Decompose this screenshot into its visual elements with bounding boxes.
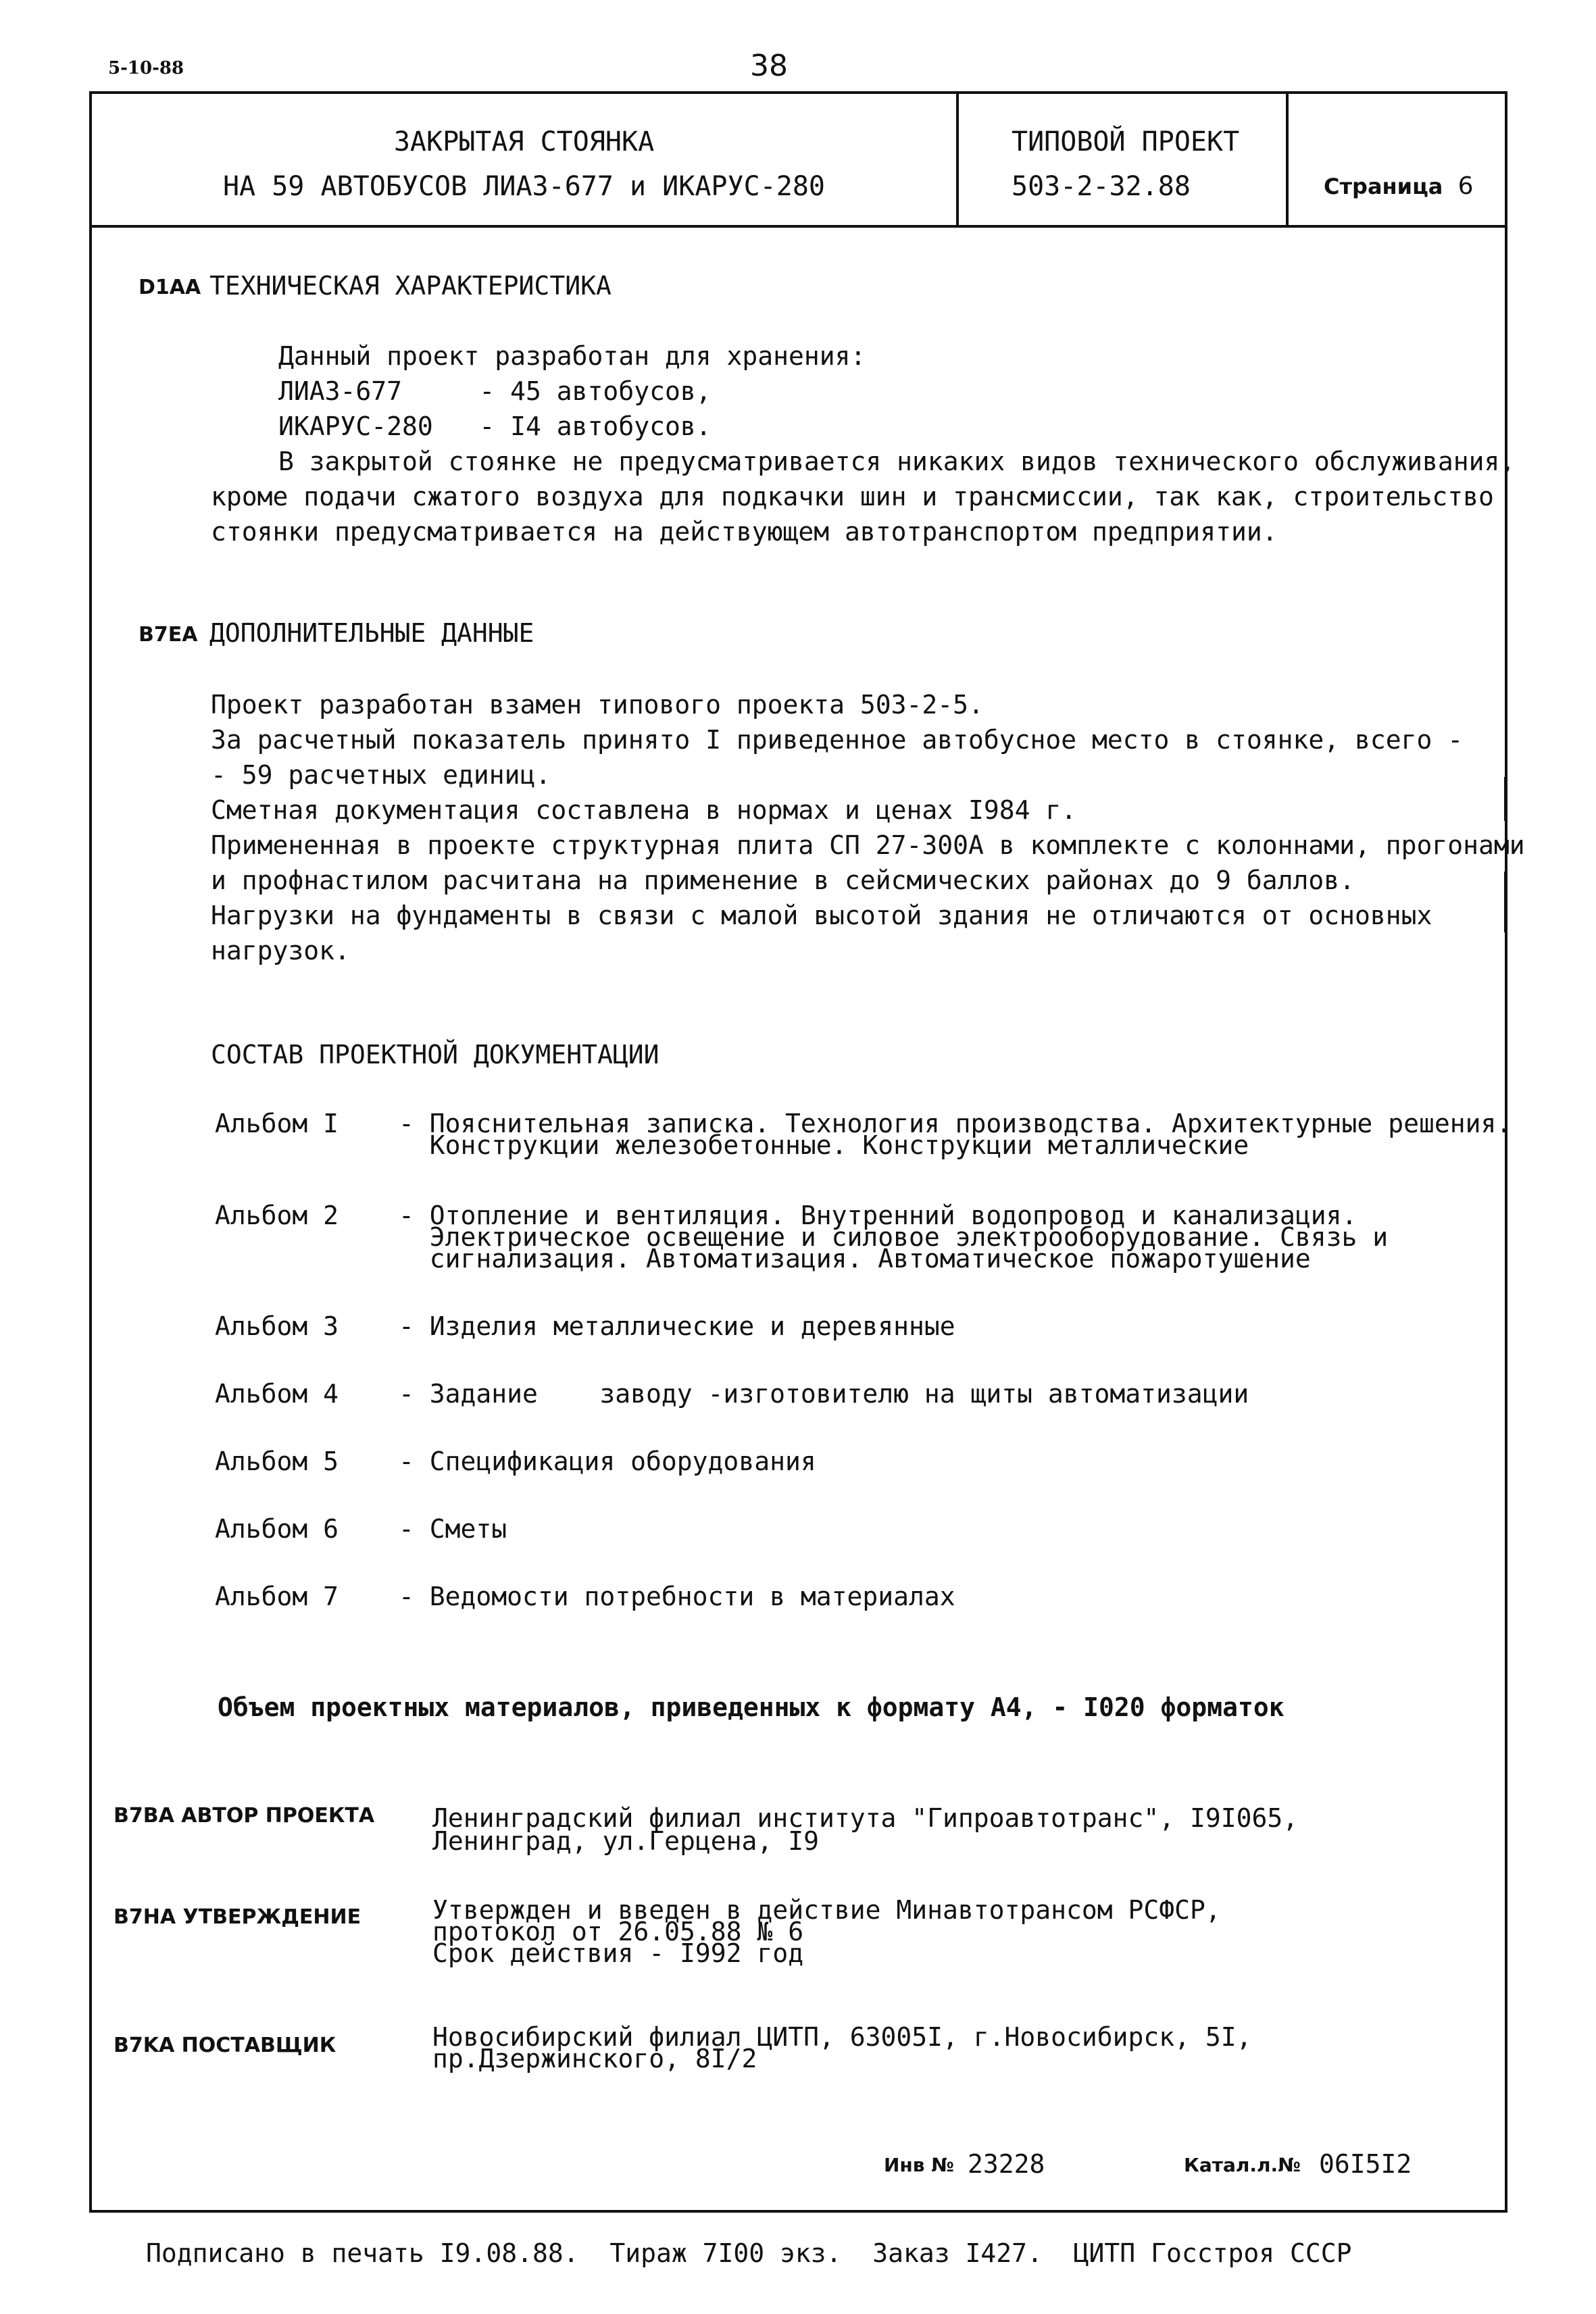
- tech-line: кроме подачи сжатого воздуха для подкачки шин и трансмиссии, так как, строительство: [211, 482, 1494, 511]
- author-line: Ленинградский филиал института "Гипроавтотранс", I9I065,: [432, 1803, 1299, 1833]
- document-title-line2: НА 59 АВТОБУСОВ ЛИАЗ-677 и ИКАРУС-280: [222, 171, 826, 202]
- project-cell: [959, 94, 1289, 225]
- title-cell: [92, 94, 959, 225]
- album-description: - Изделия металлические и деревянные: [399, 1311, 955, 1341]
- document-volume: Объем проектных материалов, приведенных к формату А4, - I020 форматок: [218, 1692, 1285, 1722]
- additional-line: Сметная документация составлена в нормах и ценах I984 г.: [211, 795, 1077, 825]
- album-label: Альбом 3: [215, 1311, 339, 1341]
- album-description: - Спецификация оборудования: [399, 1447, 816, 1476]
- approval-code-value: B7HA: [114, 1905, 176, 1929]
- additional-line: нагрузок.: [211, 936, 350, 965]
- author-line: Ленинград, ул.Герцена, I9: [432, 1826, 819, 1856]
- album-description: - Отопление и вентиляция. Внутренний водопровод и канализация.: [399, 1201, 1357, 1230]
- print-footer: Подписано в печать I9.08.88. Тираж 7I00 экз. Заказ I427. ЦИТП Госстроя СССР: [146, 2238, 1352, 2268]
- album-description: Электрическое освещение и силовое электрооборудование. Связь и: [399, 1222, 1389, 1252]
- approval-code: [114, 1905, 361, 1929]
- tech-line: Данный проект разработан для хранения:: [278, 341, 866, 371]
- project-type-label: ТИПОВОЙ ПРОЕКТ: [1012, 126, 1240, 157]
- margin-mark: [1504, 777, 1507, 821]
- margin-mark: [1504, 872, 1507, 932]
- approval-line: протокол от 26.05.88 № 6: [432, 1917, 804, 1946]
- additional-section-heading: ДОПОЛНИТЕЛЬНЫЕ ДАННЫЕ: [209, 618, 534, 648]
- album-label: Альбом 4: [215, 1379, 339, 1409]
- album-description: Конструкции железобетонные. Конструкции металлические: [399, 1130, 1249, 1160]
- tech-line: В закрытой стоянке не предусматривается никаких видов технического обслуживания,: [278, 447, 1516, 476]
- supplier-code-value: B7KA: [114, 2034, 175, 2057]
- additional-line: За расчетный показатель принято I приведенное автобусное место в стоянке, всего -: [211, 725, 1464, 755]
- additional-line: Проект разработан взамен типового проекта 503-2-5.: [211, 690, 984, 720]
- author-code-value: B7BA: [114, 1804, 174, 1828]
- album-label: Альбом 6: [215, 1514, 339, 1544]
- approval-line: Утвержден и введен в действие Минавтотрансом РСФСР,: [432, 1895, 1221, 1925]
- catalog-number: 06I5I2: [1319, 2149, 1412, 2179]
- additional-section-code: B7EA: [139, 623, 198, 647]
- album-description: - Ведомости потребности в материалах: [399, 1582, 955, 1611]
- album-description: - Пояснительная записка. Технология производства. Архитектурные решения.: [399, 1109, 1512, 1138]
- approval-label: УТВЕРЖДЕНИЕ: [182, 1905, 361, 1929]
- page-value: 6: [1457, 172, 1474, 200]
- inventory-number: 23228: [968, 2149, 1045, 2179]
- tech-line: стоянки предусматривается на действующем автотранспортом предприятии.: [211, 517, 1278, 547]
- tech-section-code: D1AA: [139, 276, 201, 299]
- inventory-label: Инв №: [884, 2154, 954, 2176]
- approval-line: Срок действия - I992 год: [432, 1938, 804, 1968]
- tech-section-heading: ТЕХНИЧЕСКАЯ ХАРАКТЕРИСТИКА: [209, 271, 612, 301]
- album-description: сигнализация. Автоматизация. Автоматическое пожаротушение: [399, 1244, 1311, 1274]
- supplier-label: ПОСТАВЩИК: [181, 2034, 336, 2057]
- project-code: 503-2-32.88: [1012, 171, 1191, 202]
- album-label: Альбом 7: [215, 1582, 339, 1611]
- supplier-line: пр.Дзержинского, 8I/2: [432, 2044, 757, 2073]
- supplier-code: [114, 2034, 336, 2057]
- supplier-line: Новосибирский филиал ЦИТП, 63005I, г.Новосибирск, 5I,: [432, 2022, 1252, 2052]
- additional-line: - 59 расчетных единиц.: [211, 760, 551, 790]
- title-block: [92, 94, 1505, 228]
- author-label: АВТОР ПРОЕКТА: [181, 1804, 375, 1828]
- page-number: 38: [750, 49, 788, 83]
- additional-line: Примененная в проекте структурная плита СП 27-300А в комплекте с колоннами, прогонами: [211, 830, 1525, 860]
- album-description: - Сметы: [399, 1514, 507, 1544]
- author-code: [114, 1804, 374, 1828]
- album-label: Альбом 5: [215, 1447, 339, 1476]
- document-title-line1: ЗАКРЫТАЯ СТОЯНКА: [393, 126, 655, 157]
- album-description: - Задание заводу -изготовителю на щиты автоматизации: [399, 1379, 1249, 1409]
- album-label: Альбом I: [215, 1109, 339, 1138]
- tech-line: ИКАРУС-280 - I4 автобусов.: [278, 411, 712, 441]
- additional-line: Нагрузки на фундаменты в связи с малой высотой здания не отличаются от основных: [211, 901, 1432, 930]
- page-cell: [1289, 94, 1505, 225]
- additional-line: и профнастилом расчитана на применение в сейсмических районах до 9 баллов.: [211, 865, 1355, 895]
- document-code: 5-10-88: [108, 58, 184, 78]
- composition-heading: СОСТАВ ПРОЕКТНОЙ ДОКУМЕНТАЦИИ: [211, 1040, 659, 1070]
- tech-line: ЛИАЗ-677 - 45 автобусов,: [278, 376, 712, 406]
- album-label: Альбом 2: [215, 1201, 339, 1230]
- page-label: [1324, 172, 1474, 200]
- catalog-label: Катал.л.№: [1184, 2154, 1301, 2176]
- page-label-text: Страница: [1324, 174, 1443, 199]
